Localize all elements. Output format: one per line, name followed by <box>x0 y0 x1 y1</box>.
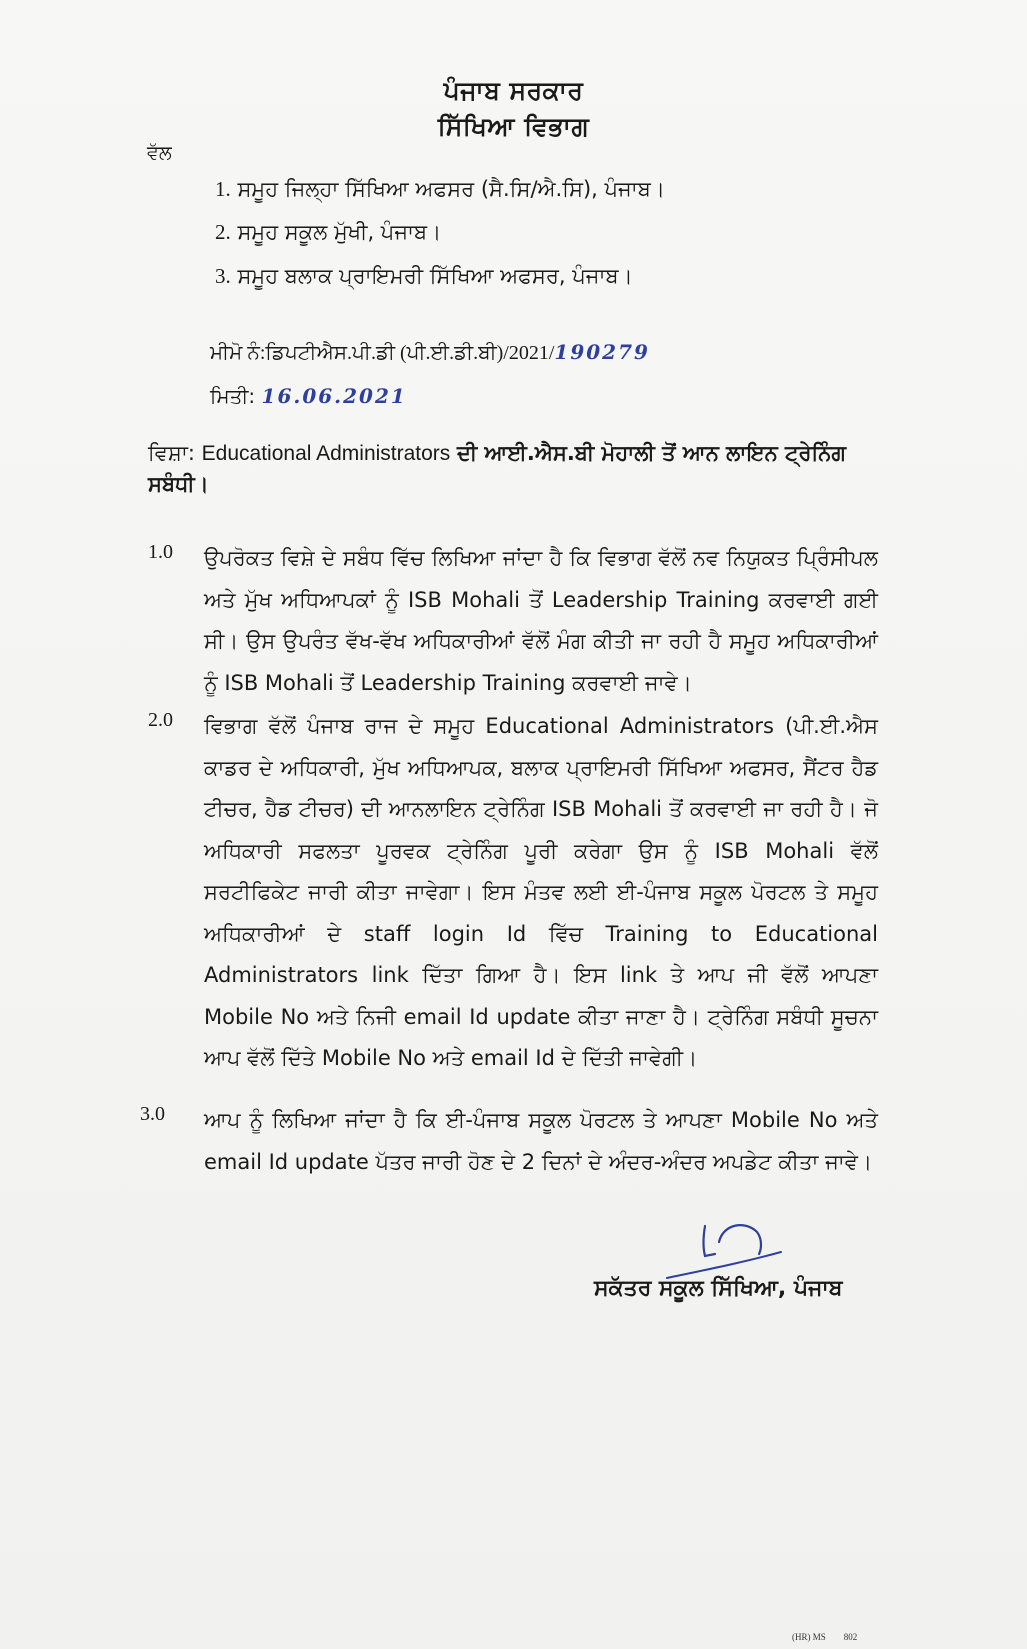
recipient-number: 2. <box>215 220 231 244</box>
header-government: ਪੰਜਾਬ ਸਰਕਾਰ <box>443 76 584 105</box>
date-handwritten-value: 16.06.2021 <box>261 384 407 408</box>
paragraph-text: ਉਪਰੋਕਤ ਵਿਸ਼ੇ ਦੇ ਸਬੰਧ ਵਿੱਚ ਲਿਖਿਆ ਜਾਂਦਾ ਹੈ ਕਿ ਵਿਭਾਗ ਵੱਲੋਂ ਨਵ ਨਿਯੁਕਤ ਪ੍ਰਿੰਸੀਪਲ ਅਤੇ ਮੁੱਖ ਅਧਿਆਪਕਾਂ ਨੂੰ ISB Mohali ਤੋਂ Leadership Training ਕਰਵਾਈ ਗਈ ਸੀ। ਉਸ ਉਪਰੰਤ ਵੱਖ-ਵੱਖ ਅਧਿਕਾਰੀਆਂ ਵੱਲੋਂ ਮੰਗ ਕੀਤੀ ਜਾ ਰਹੀ ਹੈ ਸਮੂਹ ਅਧਿਕਾਰੀਆਂ ਨੂੰ ISB Mohali ਤੋਂ Leadership Training ਕਰਵਾਈ ਜਾਵੇ। <box>204 546 878 695</box>
memo-prefix: ਮੀਮੋ ਨੰ:ਡਿਪਟੀਐਸ.ਪੀ.ਡੀ (ਪੀ.ਈ.ਡੀ.ਬੀ)/2021/ <box>210 342 555 364</box>
recipient-number: 3. <box>215 264 231 288</box>
paragraph-number: 2.0 <box>148 709 173 731</box>
paragraph-text: ਵਿਭਾਗ ਵੱਲੋਂ ਪੰਜਾਬ ਰਾਜ ਦੇ ਸਮੂਹ Educational Administrators (ਪੀ.ਈ.ਐਸ ਕਾਡਰ ਦੇ ਅਧਿਕਾਰੀ, ਮੁੱਖ ਅਧਿਆਪਕ, ਬਲਾਕ ਪ੍ਰਾਇਮਰੀ ਸਿੱਖਿਆ ਅਫਸਰ, ਸੈਂਟਰ ਹੈਡ ਟੀਚਰ, ਹੈਡ ਟੀਚਰ) ਦੀ ਆਨਲਾਇਨ ਟ੍ਰੇਨਿੰਗ ISB Mohali ਤੋਂ ਕਰਵਾਈ ਜਾ ਰਹੀ ਹੈ। ਜੋ ਅਧਿਕਾਰੀ ਸਫਲਤਾ ਪੂਰਵਕ ਟ੍ਰੇਨਿੰਗ ਪੂਰੀ ਕਰੇਗਾ ਉਸ ਨੂੰ ISB Mohali ਵੱਲੋਂ ਸਰਟੀਫਿਕੇਟ ਜਾਰੀ ਕੀਤਾ ਜਾਵੇਗਾ। ਇਸ ਮੰਤਵ ਲਈ ਈ-ਪੰਜਾਬ ਸਕੂਲ ਪੋਰਟਲ ਤੇ ਸਮੂਹ ਅਧਿਕਾਰੀਆਂ ਦੇ staff login Id ਵਿੱਚ Training to Educational Administrators link ਦਿੱਤਾ ਗਿਆ ਹੈ। ਇਸ link ਤੇ ਆਪ ਜੀ ਵੱਲੋਂ ਆਪਣਾ Mobile No ਅਤੇ ਨਿਜੀ email Id update ਕੀਤਾ ਜਾਣਾ ਹੈ। ਟ੍ਰੇਨਿੰਗ ਸਬੰਧੀ ਸੂਚਨਾ ਆਪ ਵੱਲੋਂ ਦਿੱਤੇ Mobile No ਅਤੇ email Id ਦੇ ਦਿੱਤੀ ਜਾਵੇਗੀ। <box>204 714 878 1070</box>
subject-label: ਵਿਸ਼ਾ: <box>148 441 195 465</box>
recipient-item <box>215 220 441 245</box>
memo-number-line <box>210 340 650 365</box>
paragraph-1 <box>148 538 878 704</box>
subject-line <box>148 438 878 499</box>
paragraph-text: ਆਪ ਨੂੰ ਲਿਖਿਆ ਜਾਂਦਾ ਹੈ ਕਿ ਈ-ਪੰਜਾਬ ਸਕੂਲ ਪੋਰਟਲ ਤੇ ਆਪਣਾ Mobile No ਅਤੇ email Id update ਪੱਤਰ ਜਾਰੀ ਹੋਣ ਦੇ 2 ਦਿਨਾਂ ਦੇ ਅੰਦਰ-ਅੰਦਰ ਅਪਡੇਟ ਕੀਤਾ ਜਾਵੇ। <box>204 1108 878 1174</box>
to-label: ਵੱਲ <box>147 142 172 164</box>
paragraph-number: 1.0 <box>148 541 173 563</box>
recipient-item <box>215 177 665 202</box>
footer-code: (HR) MS <box>792 1632 826 1642</box>
recipient-text: ਸਮੂਹ ਬਲਾਕ ਪ੍ਰਾਇਮਰੀ ਸਿੱਖਿਆ ਅਫਸਰ, ਪੰਜਾਬ। <box>237 264 633 288</box>
recipient-number: 1. <box>215 177 231 201</box>
paragraph-2 <box>148 706 878 1080</box>
signature-mark <box>665 1212 785 1282</box>
footer-number: 802 <box>843 1632 858 1642</box>
subject-english: Educational Administrators <box>201 442 451 465</box>
recipient-item <box>215 264 633 289</box>
paragraph-number: 3.0 <box>140 1103 165 1125</box>
recipient-text: ਸਮੂਹ ਜਿਲ੍ਹਾ ਸਿੱਖਿਆ ਅਫਸਰ (ਸੈ.ਸਿ/ਐ.ਸਿ), ਪੰਜਾਬ। <box>237 177 666 201</box>
date-label: ਮਿਤੀ: <box>210 384 256 408</box>
subject-rest: ਦੀ ਆਈ.ਐਸ.ਬੀ ਮੋਹਾਲੀ ਤੋਂ ਆਨ ਲਾਇਨ ਟ੍ਰੇਨਿੰਗ ਸਬੰਧੀ। <box>148 441 846 496</box>
paragraph-3 <box>140 1100 878 1183</box>
header-department: ਸਿੱਖਿਆ ਵਿਭਾਗ <box>437 112 590 141</box>
signatory-designation: ਸਕੱਤਰ ਸਕੂਲ ਸਿੱਖਿਆ, ਪੰਜਾਬ <box>594 1276 843 1301</box>
memo-handwritten-number: 190279 <box>554 340 650 364</box>
footer-print-code <box>792 1632 875 1642</box>
recipient-text: ਸਮੂਹ ਸਕੂਲ ਮੁੱਖੀ, ਪੰਜਾਬ। <box>237 220 442 244</box>
date-line <box>210 384 407 408</box>
